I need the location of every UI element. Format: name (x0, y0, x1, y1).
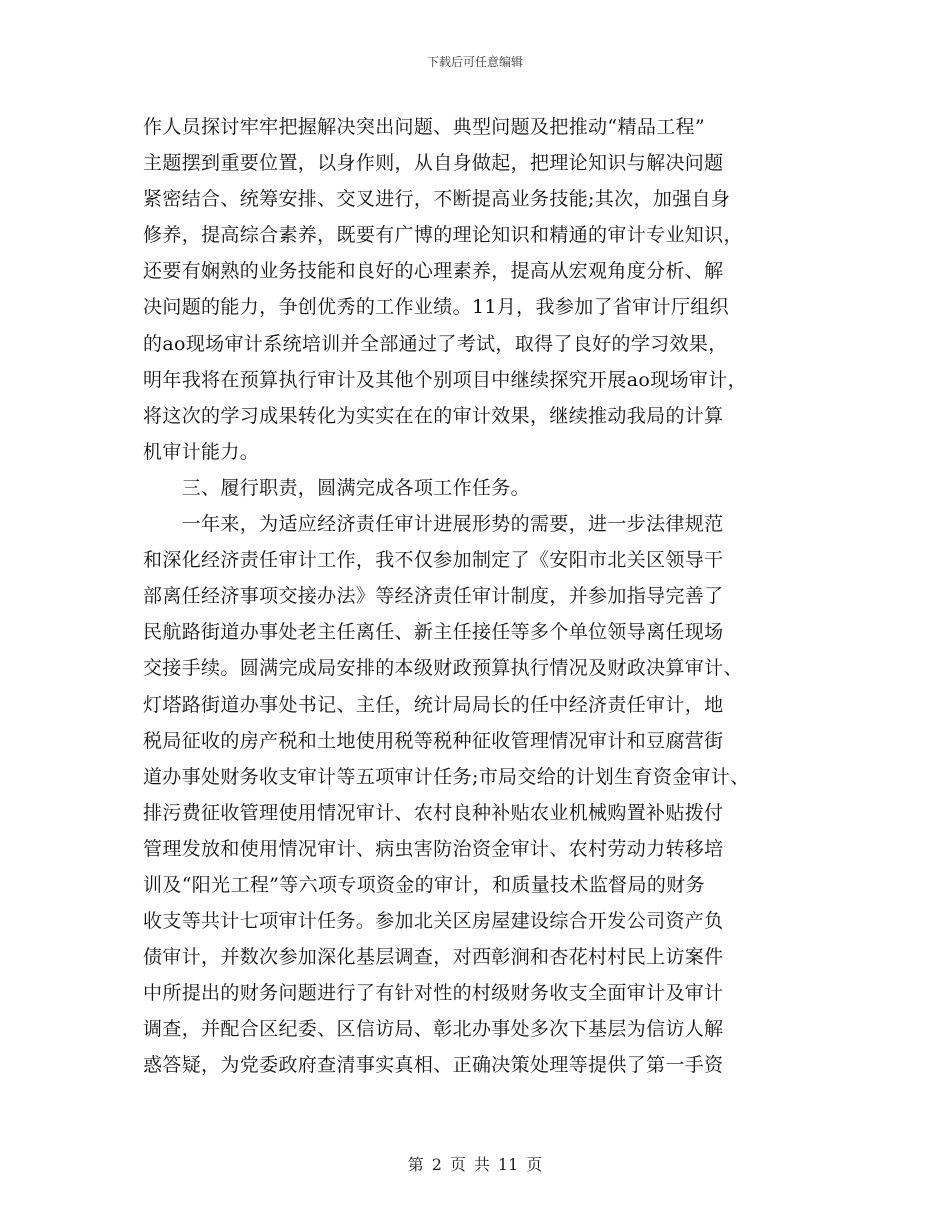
body-line: 将这次的学习成果转化为实实在在的审计效果，继续推动我局的计算 (143, 404, 724, 427)
page-footer (0, 1152, 950, 1175)
body-line: 收支等共计七项审计任务。参加北关区房屋建设综合开发公司资产负 (143, 910, 724, 933)
body-line: 管理发放和使用情况审计、病虫害防治资金审计、农村劳动力转移培 (143, 837, 724, 860)
body-line: 调查，并配合区纪委、区信访局、彰北办事处多次下基层为信访人解 (143, 1018, 724, 1041)
body-line: 中所提出的财务问题进行了有针对性的村级财务收支全面审计及审计 (143, 982, 724, 1005)
body-line: 税局征收的房产税和土地使用税等税种征收管理情况审计和豆腐营街 (143, 729, 724, 752)
document-body (143, 109, 843, 1084)
body-line: 训及“阳光工程”等六项专项资金的审计，和质量技术监督局的财务 (143, 873, 705, 896)
body-line: 灯塔路街道办事处书记、主任，统计局局长的任中经济责任审计，地 (143, 693, 724, 716)
body-line: 和深化经济责任审计工作，我不仅参加制定了《安阳市北关区领导干 (143, 549, 724, 572)
body-line: 债审计，并数次参加深化基层调查，对西彰涧和杏花村村民上访案件 (143, 946, 724, 969)
body-line: 惑答疑，为党委政府查清事实真相、正确决策处理等提供了第一手资 (143, 1054, 724, 1077)
body-line: 机审计能力。 (143, 440, 260, 463)
body-line: 明年我将在预算执行审计及其他个别项目中继续探究开展ao现场审计， (143, 368, 747, 391)
page-header: 下载后可任意编辑 (426, 55, 523, 69)
body-line: 紧密结合、统筹安排、交叉进行，不断提高业务技能;其次，加强自身 (143, 188, 731, 211)
body-line: 部离任经济事项交接办法》等经济责任审计制度，并参加指导完善了 (143, 585, 724, 608)
body-line: 排污费征收管理使用情况审计、农村良种补贴农业机械购置补贴拨付 (143, 801, 724, 824)
body-line: 一年来，为适应经济责任审计进展形势的需要，进一步法律规范 (143, 513, 724, 536)
total-label: 共 (473, 1155, 490, 1174)
page-unit: 页 (449, 1155, 466, 1174)
body-line: 交接手续。圆满完成局安排的本级财政预算执行情况及财政决算审计、 (143, 657, 743, 680)
body-line: 修养，提高综合素养，既要有广博的理论知识和精通的审计专业知识， (143, 224, 743, 247)
body-line: 主题摆到重要位置，以身作则，从自身做起，把理论知识与解决问题 (143, 152, 724, 175)
body-line: 道办事处财务收支审计等五项审计任务;市局交给的计划生育资金审计、 (143, 765, 750, 788)
body-line: 还要有娴熟的业务技能和良好的心理素养，提高从宏观角度分析、解 (143, 260, 724, 283)
page-label: 第 (407, 1155, 424, 1174)
body-line: 作人员探讨牢牢把握解决突出问题、典型问题及把推动“精品工程” (143, 116, 705, 138)
total-pages: 11 (497, 1155, 519, 1174)
total-unit: 页 (526, 1155, 543, 1174)
section-heading: 三、履行职责，圆满完成各项工作任务。 (143, 476, 531, 499)
body-line: 决问题的能力，争创优秀的工作业绩。11月，我参加了省审计厅组织 (143, 296, 730, 319)
body-line: 的ao现场审计系统培训并全部通过了考试，取得了良好的学习效果， (143, 332, 728, 355)
body-line: 民航路街道办事处老主任离任、新主任接任等多个单位领导离任现场 (143, 621, 724, 644)
page-number: 2 (431, 1155, 442, 1174)
